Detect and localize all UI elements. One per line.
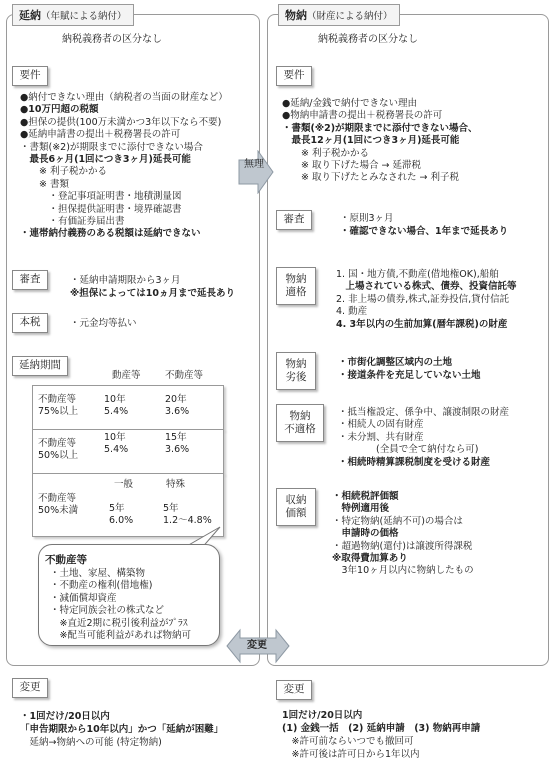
unsuit-line: ・抵当権設定、係争中、譲渡制限の財産 (338, 407, 510, 418)
right-req-line: ※ 利子税かかる (282, 147, 369, 159)
left-req-line: 最長6ヶ月(1回につき3ヶ月)延長可能 (20, 154, 191, 166)
left-title (12, 4, 134, 26)
row1-immovable: 20年 3.6% (165, 394, 190, 418)
left-review-label: 審査 (12, 270, 48, 290)
left-req-line: ●納付できない理由（納税者の当面の財産など） (20, 92, 228, 103)
left-tax-line: ・元金均等払い (70, 318, 137, 329)
value-line: 特例適用後 (332, 503, 390, 515)
muri-label: 無理 (244, 159, 264, 170)
callout-title: 不動産等 (45, 554, 87, 566)
unsuit-line: ・相続人の固有財産 (338, 419, 424, 431)
inferior-line-1: ・市街化調整区域内の土地 (338, 357, 453, 368)
right-req-line: ●延納/金銭で納付できない理由 (282, 98, 417, 109)
right-req-label: 要件 (276, 66, 312, 86)
left-change-line-2: 「申告期限から10年以内」かつ「延納が困難」 (20, 724, 224, 735)
right-subtitle: 納税義務者の区分なし (318, 34, 418, 45)
right-inferior-label: 物納 劣後 (276, 352, 316, 390)
left-title-main: 延納 (19, 9, 41, 22)
unsuit-line: ・相続時精算課税制度を受ける財産 (338, 456, 491, 468)
value-line: ・超過物納(還付)は譲渡所得課税 (332, 540, 473, 552)
unsuit-line: ・未分割、共有財産 (338, 431, 424, 443)
callout-line: ・特定同族会社の株式など (50, 605, 165, 617)
left-req-line: ●10万円超の税額 (20, 104, 99, 116)
callout-line: ・土地、家屋、構築物 (50, 568, 146, 579)
left-tax-label: 本税 (12, 313, 48, 333)
row3-general: 一般 (114, 479, 134, 490)
callout-lines (50, 568, 191, 642)
suit-line: 上場されている株式、債券、投資信託等 (336, 281, 517, 293)
row1-movable: 10年 5.4% (104, 394, 129, 418)
value-line: ※取得費加算あり (332, 553, 408, 565)
col-movable: 動産等 (112, 370, 141, 381)
right-value-label: 収納 価額 (276, 488, 316, 526)
left-req-line: ●延納申請書の提出＋税務署長の許可 (20, 129, 181, 141)
left-review-line-1: ・延納申請期限から3ヶ月 (70, 275, 181, 286)
callout-line: ・減価償却資産 (50, 592, 117, 604)
right-review-line-2: ・確認できない場合、1年まで延長あり (340, 226, 509, 237)
row1-label: 不動産等 75%以上 (38, 394, 79, 418)
value-line: 3年10ヶ月以内に物納したもの (332, 565, 474, 577)
row3-special: 特殊 (166, 479, 186, 490)
left-title-sub: （年賦による納付） (41, 11, 127, 22)
suit-line: 1. 国・地方債,不動産(借地権OK),船舶 (336, 269, 499, 280)
right-review-line-1: ・原則3ヶ月 (340, 213, 394, 224)
suit-line: 2. 非上場の債券,株式,証券投信,貸付信託 (336, 293, 510, 305)
right-req-line: ●物納申請書の提出＋税務署長の許可 (282, 110, 443, 122)
right-change-line-4: ※許可後は許可日から1年以内 (282, 749, 420, 760)
callout-line: ※直近2期に税引後利益がﾌﾟﾗｽ (50, 617, 188, 629)
left-req-line: ・連帯納付義務のある税額は延納できない (20, 228, 201, 240)
row2-immovable: 15年 3.6% (165, 432, 190, 456)
suit-line: 4. 動産 (336, 306, 368, 318)
right-change-line-3: ※許可前ならいつでも撤回可 (282, 736, 414, 747)
inferior-line-2: ・接道条件を充足していない土地 (338, 370, 481, 381)
left-req-lines (20, 92, 228, 241)
left-req-line: ※ 書類 (20, 178, 69, 190)
right-unsuit-lines (338, 407, 509, 469)
right-req-line: ※ 取り下げたとみなされた → 利子税 (282, 172, 459, 184)
left-req-line: ・登記事項証明書・地積測量図 (20, 191, 182, 203)
right-change-line-2: (1) 金銭一括 (2) 延納申請 (3) 物納再申請 (282, 723, 481, 734)
value-line: ・特定物納(延納不可)の場合は (332, 515, 463, 527)
right-suit-label: 物納 適格 (276, 267, 316, 305)
right-change-line-1: 1回だけ/20日以内 (282, 710, 363, 721)
right-title (278, 4, 400, 26)
value-line: 申請時の価格 (332, 528, 399, 540)
right-change-label: 変更 (276, 680, 312, 700)
right-req-line: 最長12ヶ月(1回につき3ヶ月)延長可能 (282, 135, 460, 147)
right-review-label: 審査 (276, 210, 312, 230)
suit-line: 4. 3年以内の生前加算(暦年課税)の財産 (336, 318, 508, 330)
value-line: ・相続税評価額 (332, 491, 399, 502)
callout-line: ・不動産の権利(借地権) (50, 580, 153, 592)
muri-arrow (238, 150, 274, 194)
row3-movable: 5年 6.0% (109, 503, 134, 527)
right-req-line: ・書類(※2)が期限までに添付できない場合、 (282, 122, 478, 134)
left-req-line: ●担保の提供(100万未満かつ3年以下なら不要) (20, 116, 222, 128)
left-change-label: 変更 (12, 678, 48, 698)
left-req-line: ・有価証券届出書 (20, 216, 125, 228)
right-title-sub: （財産による納付） (307, 11, 393, 22)
left-change-line-1: ・1回だけ/20日以内 (20, 711, 110, 722)
row2-label: 不動産等 50%以上 (38, 438, 79, 462)
row2-movable: 10年 5.4% (104, 432, 129, 456)
left-change-line-3: 延納→物納への可能 (特定物納) (20, 737, 162, 748)
col-immovable: 不動産等 (165, 370, 204, 381)
row3-label: 不動産等 50%未満 (38, 493, 79, 517)
left-req-line: ・書類(※2)が期限までに添付できない場合 (20, 141, 203, 153)
right-suit-lines (336, 269, 517, 331)
row3-immovable: 5年 1.2～4.8% (163, 503, 212, 527)
right-unsuit-label: 物納 不適格 (276, 404, 324, 442)
left-subtitle: 納税義務者の区分なし (62, 34, 162, 45)
change-arrow-label: 変更 (247, 640, 267, 651)
left-req-label: 要件 (12, 66, 48, 86)
left-req-line: ・担保提供証明書・境界確認書 (20, 203, 182, 215)
right-req-line: ※ 取り下げた場合 → 延滞税 (282, 160, 421, 172)
right-value-lines (332, 491, 474, 578)
left-period-label: 延納期間 (12, 356, 68, 376)
left-req-line: ※ 利子税かかる (20, 166, 107, 178)
callout-line: ※配当可能利益があれば物納可 (50, 630, 191, 642)
left-review-line-2: ※担保によっては10ヵ月まで延長あり (70, 288, 235, 299)
unsuit-line: (全員で全て納付なら可) (338, 444, 479, 456)
right-title-main: 物納 (285, 9, 307, 22)
right-req-lines (282, 98, 478, 185)
